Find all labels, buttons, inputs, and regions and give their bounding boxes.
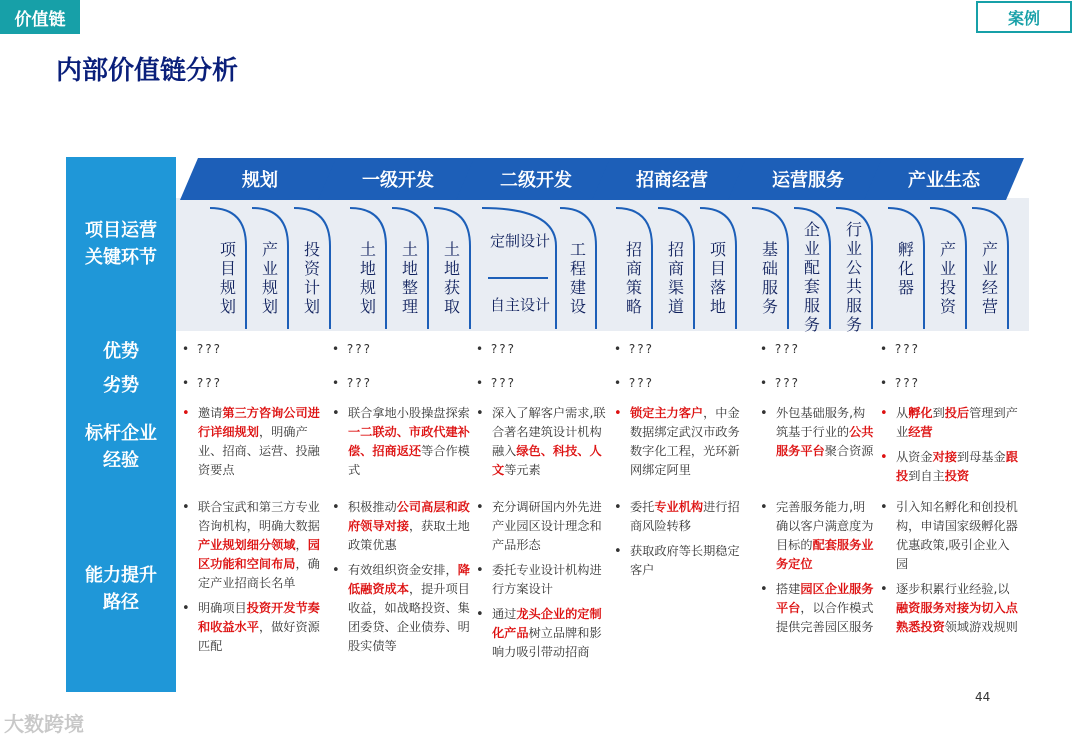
sub-label-char: 划 — [359, 297, 376, 316]
sub-label-char: 服 — [803, 296, 820, 315]
sub-project-landing — [696, 206, 740, 331]
sub-investment-plan — [290, 206, 334, 331]
sub-label-char: 产 — [939, 240, 956, 259]
sub-label-char: 渠 — [667, 278, 684, 297]
benchmark-planning: • 邀请第三方咨询公司进行详细规划，明确产业、招商、运营、投融资要点 — [180, 404, 328, 486]
sub-label-char: 地 — [709, 297, 726, 316]
sub-label — [654, 240, 698, 316]
sub-label-char: 划 — [303, 297, 320, 316]
sub-label-char: 规 — [359, 278, 376, 297]
sub-label-char: 公 — [845, 258, 862, 277]
sub-label-char: 础 — [761, 259, 778, 278]
advantage-placeholder: • ??? — [760, 342, 800, 356]
sub-label-char: 化 — [897, 259, 914, 278]
sub-label-char: 器 — [897, 278, 914, 297]
sub-land-acquire — [430, 206, 474, 331]
sub-label-char: 投 — [939, 278, 956, 297]
sub-label-char: 建 — [569, 278, 586, 297]
case-tag: 案例 — [976, 1, 1072, 33]
benchmark-operation: • 外包基础服务,构筑基于行业的公共服务平台聚合资源 — [758, 404, 874, 467]
sub-land-plan — [346, 206, 390, 331]
sub-label-char: 务 — [845, 315, 862, 334]
sub-label-char: 孵 — [897, 240, 914, 259]
sub-label-char: 土 — [401, 240, 418, 259]
self-design: 自主设计 — [489, 296, 550, 314]
sub-label-char: 经 — [981, 278, 998, 297]
advantage-placeholder: • ??? — [332, 342, 372, 356]
sub-label-char: 共 — [845, 277, 862, 296]
sub-label-char: 策 — [625, 278, 642, 297]
sub-label-char: 营 — [981, 297, 998, 316]
sub-label-char: 招 — [625, 240, 642, 259]
sub-label-char: 基 — [761, 240, 778, 259]
section-tag: 价值链 — [0, 0, 80, 34]
sub-label-char: 务 — [803, 315, 820, 334]
row-label-improve: 能力提升 路径 — [85, 565, 157, 613]
sub-invest-channel — [654, 206, 698, 331]
sub-label-char: 工 — [569, 240, 586, 259]
benchmark-primary-dev: • 联合拿地小股操盘探索一二联动、市政代建补偿、招商返还等合作模式 — [330, 404, 470, 486]
sub-label — [612, 240, 656, 316]
sub-design — [478, 206, 562, 331]
advantage-placeholder: • ??? — [476, 342, 516, 356]
sub-label-char: 投 — [303, 240, 320, 259]
sub-industry-plan — [248, 206, 292, 331]
sub-basic-service — [748, 206, 792, 331]
custom-design: 定制设计 — [489, 232, 550, 250]
benchmark-ecosystem: • 从孵化到投后管理到产业经营 • 从资金对接到母基金跟投到自主投资 — [878, 404, 1018, 492]
sub-enterprise-service — [790, 206, 834, 334]
watermark: 大数跨境 — [4, 712, 84, 736]
sub-label-char: 目 — [709, 259, 726, 278]
sub-label-char: 项 — [709, 240, 726, 259]
row-label-advantage: 优势 — [103, 341, 139, 362]
sub-industry-invest — [926, 206, 970, 331]
sub-project-plan — [206, 206, 250, 331]
sub-label-char: 整 — [401, 278, 418, 297]
sub-label-char: 产 — [261, 240, 278, 259]
sub-label — [556, 240, 600, 316]
advantage-placeholder: • ??? — [880, 342, 920, 356]
sub-label-char: 规 — [261, 278, 278, 297]
sub-label-char: 设 — [569, 297, 586, 316]
sub-label-char: 务 — [761, 297, 778, 316]
improve-ecosystem: • 引入知名孵化和创投机构，申请国家级孵化器优惠政策,吸引企业入园 • 逐步积累行业经验,以融资服务对接为切入点熟悉投资领域游戏规则 — [878, 498, 1018, 643]
sub-label-char: 服 — [845, 296, 862, 315]
sub-industry-operate — [968, 206, 1012, 331]
improve-investment: • 委托专业机构进行招商风险转移 • 获取政府等长期稳定客户 — [612, 498, 750, 586]
sub-label — [290, 240, 334, 316]
sub-label — [206, 240, 250, 316]
sub-label — [968, 240, 1012, 316]
sub-label — [832, 220, 876, 334]
sub-label-char: 规 — [219, 278, 236, 297]
stage-planning: 规划 — [180, 158, 340, 200]
sub-label-char: 获 — [443, 278, 460, 297]
sub-label-char: 略 — [625, 297, 642, 316]
sub-label-char: 程 — [569, 259, 586, 278]
sub-label-char: 土 — [359, 240, 376, 259]
improve-operation: • 完善服务能力,明确以客户满意度为目标的配套服务业务定位 • 搭建园区企业服务平台，以合作模式提供完善园区服务 — [758, 498, 874, 643]
sub-label-char: 服 — [761, 278, 778, 297]
improve-secondary-dev: • 充分调研国内外先进产业园区设计理念和产品形态 • 委托专业设计机构进行方案设计 • 通过龙头企业的定制化产品树立品牌和影响力吸引带动招商 — [474, 498, 612, 668]
sub-label-char: 配 — [803, 258, 820, 277]
sub-label-char: 业 — [981, 259, 998, 278]
sub-label — [696, 240, 740, 316]
sub-label-char: 企 — [803, 220, 820, 239]
sub-label — [388, 240, 432, 316]
sub-label — [884, 240, 928, 297]
disadvantage-placeholder: • ??? — [614, 376, 654, 390]
row-label-benchmark: 标杆企业 经验 — [85, 423, 157, 471]
sub-label-char: 划 — [219, 297, 236, 316]
disadvantage-placeholder: • ??? — [476, 376, 516, 390]
stage-primary-dev: 一级开发 — [318, 158, 478, 200]
sub-label-char: 目 — [219, 259, 236, 278]
sub-incubator — [884, 206, 928, 331]
sub-label-char: 项 — [219, 240, 236, 259]
sub-public-service — [832, 206, 876, 334]
advantage-placeholder: • ??? — [614, 342, 654, 356]
sub-label-char: 招 — [667, 240, 684, 259]
sub-label — [346, 240, 390, 316]
sub-label-char: 产 — [981, 240, 998, 259]
disadvantage-placeholder: • ??? — [332, 376, 372, 390]
improve-primary-dev: • 积极推动公司高层和政府领导对接，获取土地政策优惠 • 有效组织资金安排，降低融资成本，提升项目收益，如战略投资、集团委贷、企业债券、明股实债等 — [330, 498, 470, 662]
benchmark-secondary-dev: • 深入了解客户需求,联合著名建筑设计机构融入绿色、科技、人文等元素 — [474, 404, 612, 486]
page-title: 内部价值链分析 — [56, 56, 239, 86]
stage-operation: 运营服务 — [728, 158, 888, 200]
sub-label — [748, 240, 792, 316]
sub-label-char: 地 — [359, 259, 376, 278]
sub-label-char: 划 — [261, 297, 278, 316]
page-number: 44 — [975, 690, 991, 704]
sub-invest-strategy — [612, 206, 656, 331]
sub-label-char: 资 — [939, 297, 956, 316]
sub-label-char: 业 — [845, 239, 862, 258]
sub-label-char: 业 — [261, 259, 278, 278]
benchmark-investment: • 锁定主力客户，中金数据绑定武汉市政务数字化工程，光环新网绑定阿里 — [612, 404, 750, 486]
sub-label-char: 土 — [443, 240, 460, 259]
advantage-placeholder: • ??? — [182, 342, 222, 356]
improve-planning: • 联合宝武和第三方专业咨询机构，明确大数据产业规划细分领域，园区功能和空间布局，确定产业招商长名单 • 明确项目投资开发节奏和收益水平，做好资源匹配 — [180, 498, 328, 662]
sub-label-char: 落 — [709, 278, 726, 297]
sub-label-char: 业 — [803, 239, 820, 258]
sub-label-char: 商 — [625, 259, 642, 278]
sub-label-char: 道 — [667, 297, 684, 316]
sub-label — [926, 240, 970, 316]
sub-label — [430, 240, 474, 316]
sub-label-char: 套 — [803, 277, 820, 296]
sub-label — [248, 240, 292, 316]
sub-label — [790, 220, 834, 334]
sub-land-prep — [388, 206, 432, 331]
disadvantage-placeholder: • ??? — [182, 376, 222, 390]
sub-label-char: 计 — [303, 278, 320, 297]
stage-secondary-dev: 二级开发 — [456, 158, 616, 200]
disadvantage-placeholder: • ??? — [760, 376, 800, 390]
row-label-stage: 项目运营 关键环节 — [85, 220, 157, 268]
stage-ecosystem: 产业生态 — [864, 158, 1024, 200]
disadvantage-placeholder: • ??? — [880, 376, 920, 390]
sub-construction — [556, 206, 600, 331]
sub-label-char: 地 — [401, 259, 418, 278]
sub-label-char: 地 — [443, 259, 460, 278]
row-label-disadvantage: 劣势 — [103, 375, 139, 396]
sub-label-char: 行 — [845, 220, 862, 239]
sub-label-char: 取 — [443, 297, 460, 316]
sub-label-char: 理 — [401, 297, 418, 316]
sub-label-char: 业 — [939, 259, 956, 278]
stage-investment: 招商经营 — [592, 158, 752, 200]
sub-label-char: 资 — [303, 259, 320, 278]
sub-label-char: 商 — [667, 259, 684, 278]
